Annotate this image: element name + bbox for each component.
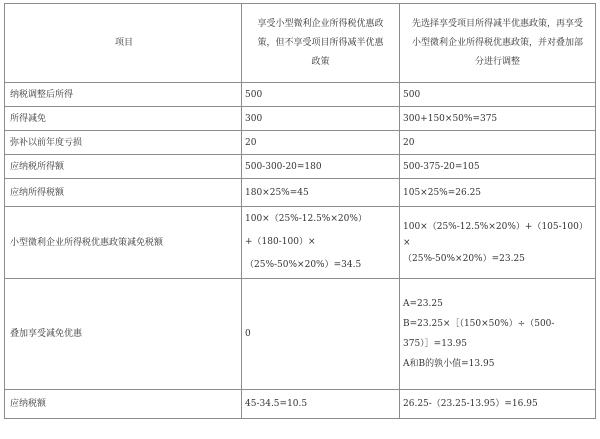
header-item: 项目: [5, 4, 242, 83]
row-value-scenario-2: 26.25-（23.25-13.95）=16.95: [400, 390, 596, 419]
row-value-scenario-2: 100×（25%-12.5%×20%）+（105-100）× （25%-50%×20%）=23.25: [400, 207, 596, 279]
row-value-scenario-1: 100×（25%-12.5%×20%） +（180-100）× （25%-50%×20%）=34.5: [242, 207, 400, 279]
tax-comparison-table: [4, 3, 596, 419]
table-row: [5, 279, 596, 390]
row-label: 纳税调整后所得: [5, 83, 242, 107]
row-value-scenario-1: 500-300-20=180: [242, 155, 400, 179]
row-value-scenario-2: 300+150×50%=375: [400, 107, 596, 131]
row-label: 叠加享受减免优惠: [5, 279, 242, 390]
table-header-row: [5, 4, 596, 83]
row-value-scenario-1: 20: [242, 131, 400, 155]
table-row: [5, 131, 596, 155]
header-scenario-2: 先选择享受项目所得减半优惠政策，再享受 小型微利企业所得税优惠政策，并对叠加部 分进行调整: [400, 4, 596, 83]
table-row: [5, 107, 596, 131]
row-value-scenario-1: 500: [242, 83, 400, 107]
row-label: 应纳所得税额: [5, 179, 242, 207]
row-value-scenario-2: 500-375-20=105: [400, 155, 596, 179]
header-scenario-1: 享受小型微利企业所得税优惠政 策，但不享受项目所得减半优惠 政策: [242, 4, 400, 83]
row-value-scenario-2: A=23.25 B=23.25×［（150×50%）÷（500- 375）］=13.95 A和B的孰小值=13.95: [400, 279, 596, 390]
row-label: 弥补以前年度亏损: [5, 131, 242, 155]
table-row: [5, 390, 596, 419]
table-row: [5, 207, 596, 279]
row-value-scenario-1: 0: [242, 279, 400, 390]
table-row: [5, 179, 596, 207]
table-row: [5, 155, 596, 179]
row-value-scenario-1: 180×25%=45: [242, 179, 400, 207]
table-row: [5, 83, 596, 107]
row-label: 小型微利企业所得税优惠政策减免税额: [5, 207, 242, 279]
row-value-scenario-2: 20: [400, 131, 596, 155]
row-value-scenario-2: 105×25%=26.25: [400, 179, 596, 207]
row-label: 应纳税额: [5, 390, 242, 419]
row-value-scenario-1: 300: [242, 107, 400, 131]
row-value-scenario-2: 500: [400, 83, 596, 107]
row-label: 应纳税所得额: [5, 155, 242, 179]
row-label: 所得减免: [5, 107, 242, 131]
row-value-scenario-1: 45-34.5=10.5: [242, 390, 400, 419]
